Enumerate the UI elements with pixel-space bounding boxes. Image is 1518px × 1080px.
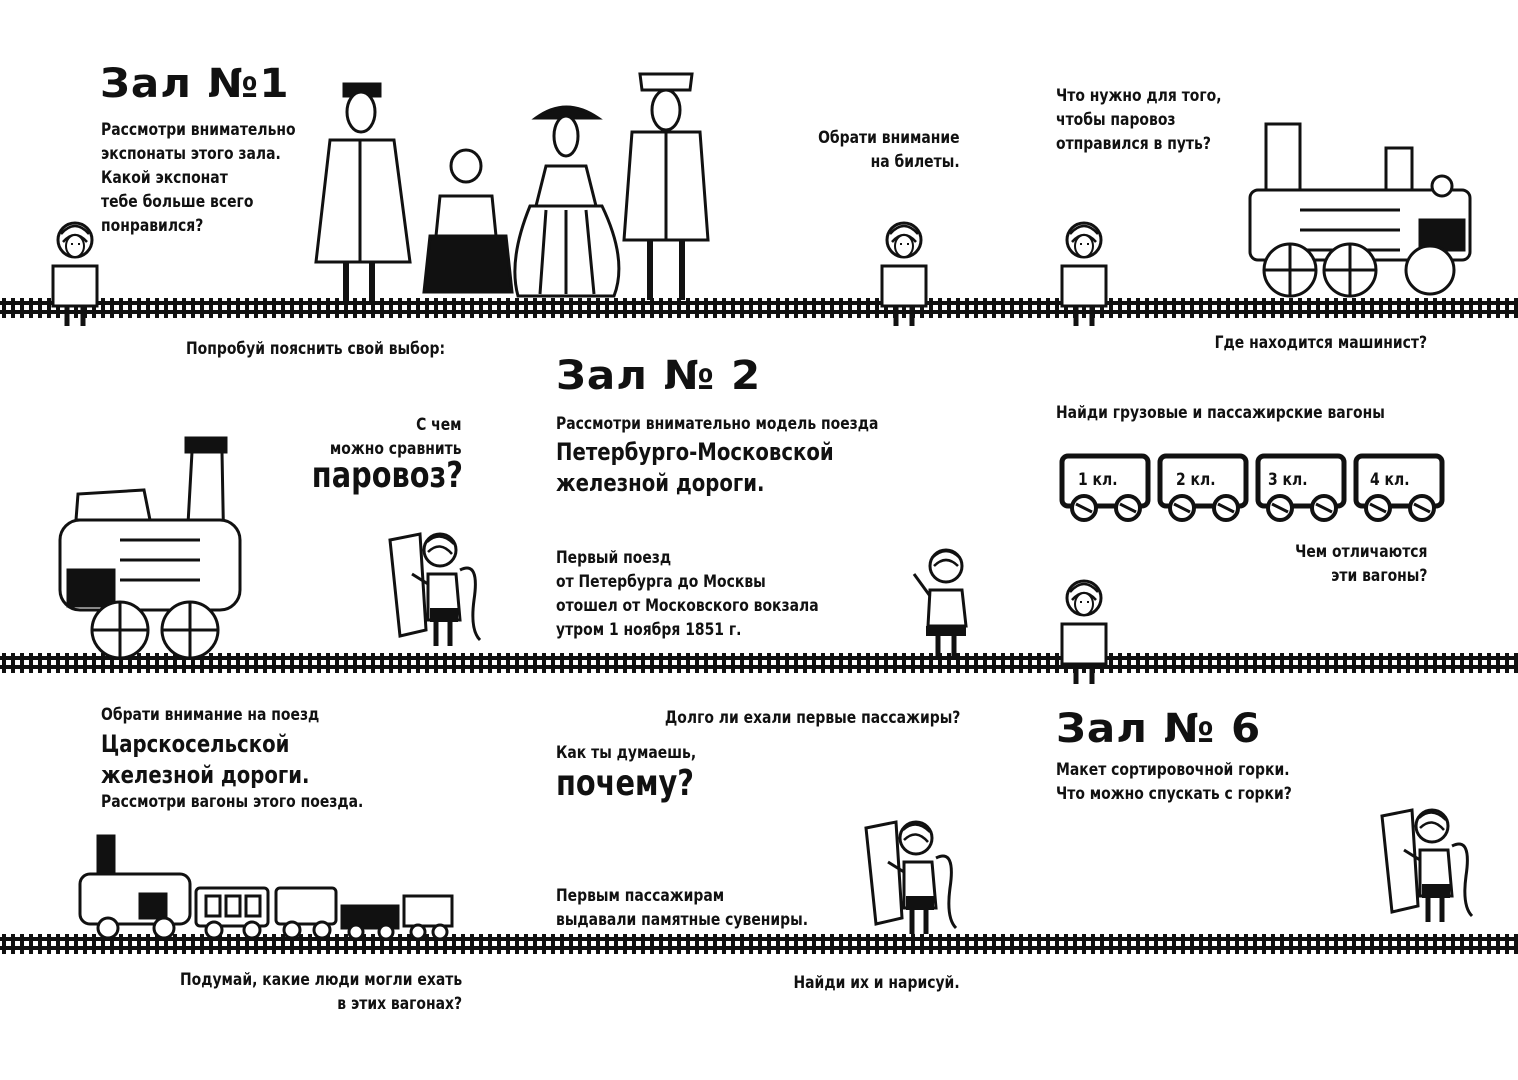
wagon-label-3: 3 кл. bbox=[1268, 470, 1308, 490]
hall2-road: Петербурго-Московской железной дороги. bbox=[556, 438, 834, 497]
tsarskoye-road: Царскосельской железной дороги. bbox=[101, 730, 310, 789]
hall6-title: Зал № 6 bbox=[1056, 706, 1262, 752]
wagon-label-4: 4 кл. bbox=[1370, 470, 1410, 490]
wagon-label-1: 1 кл. bbox=[1078, 470, 1118, 490]
rail-track-top bbox=[0, 298, 1518, 318]
compare-big: паровоз? bbox=[311, 455, 463, 496]
wagons-find: Найди грузовые и пассажирские вагоны bbox=[1056, 403, 1385, 423]
why-line: Как ты думаешь, bbox=[556, 743, 697, 763]
tsarskoye-look: Рассмотри вагоны этого поезда. bbox=[101, 792, 364, 812]
wagon-label-2: 2 кл. bbox=[1176, 470, 1216, 490]
hall6-text: Макет сортировочной горки. Что можно спускать с горки? bbox=[1056, 760, 1292, 804]
hall2-first-train: Первый поезд от Петербурга до Москвы отошел от Московского вокзала утром 1 ноября 1851 г. bbox=[556, 548, 819, 640]
exhibit-figures bbox=[316, 74, 708, 302]
painter-figure-1 bbox=[390, 534, 480, 646]
souvenirs-note: Первым пассажирам выдавали памятные сувениры. bbox=[556, 886, 809, 930]
hall2-intro: Рассмотри внимательно модель поезда bbox=[556, 414, 879, 434]
why-big: почему? bbox=[556, 763, 695, 804]
compare-line: С чем можно сравнить bbox=[330, 415, 462, 459]
long-ride-question: Долго ли ехали первые пассажиры? bbox=[664, 708, 960, 728]
tsarskoye-intro: Обрати внимание на поезд bbox=[101, 705, 320, 725]
tsarskoye-train bbox=[80, 836, 452, 939]
painter-figure-3 bbox=[1382, 810, 1472, 922]
painter-figure-2 bbox=[866, 822, 956, 934]
find-draw-note: Найди их и нарисуй. bbox=[793, 973, 960, 993]
kid-pointing bbox=[914, 550, 966, 658]
hall2-title: Зал № 2 bbox=[556, 353, 762, 399]
wagons-diff: Чем отличаются эти вагоны? bbox=[1294, 542, 1427, 586]
driver-question: Где находится машинист? bbox=[1214, 333, 1427, 353]
hall1-title: Зал №1 bbox=[100, 61, 290, 107]
tickets-note: Обрати внимание на билеты. bbox=[818, 128, 960, 172]
rail-track-middle bbox=[0, 653, 1518, 673]
engine-needs-question: Что нужно для того, чтобы паровоз отправился в путь? bbox=[1056, 86, 1222, 154]
hall1-explain: Попробуй пояснить свой выбор: bbox=[186, 339, 446, 359]
locomotive-old bbox=[60, 438, 240, 658]
hall1-question: Рассмотри внимательно экспонаты этого зала. Какой экспонат тебе больше всего понравился? bbox=[101, 120, 296, 236]
people-question: Подумай, какие люди могли ехать в этих вагонах? bbox=[179, 970, 462, 1014]
locomotive-large bbox=[1250, 124, 1470, 296]
rail-track-bottom bbox=[0, 934, 1518, 954]
